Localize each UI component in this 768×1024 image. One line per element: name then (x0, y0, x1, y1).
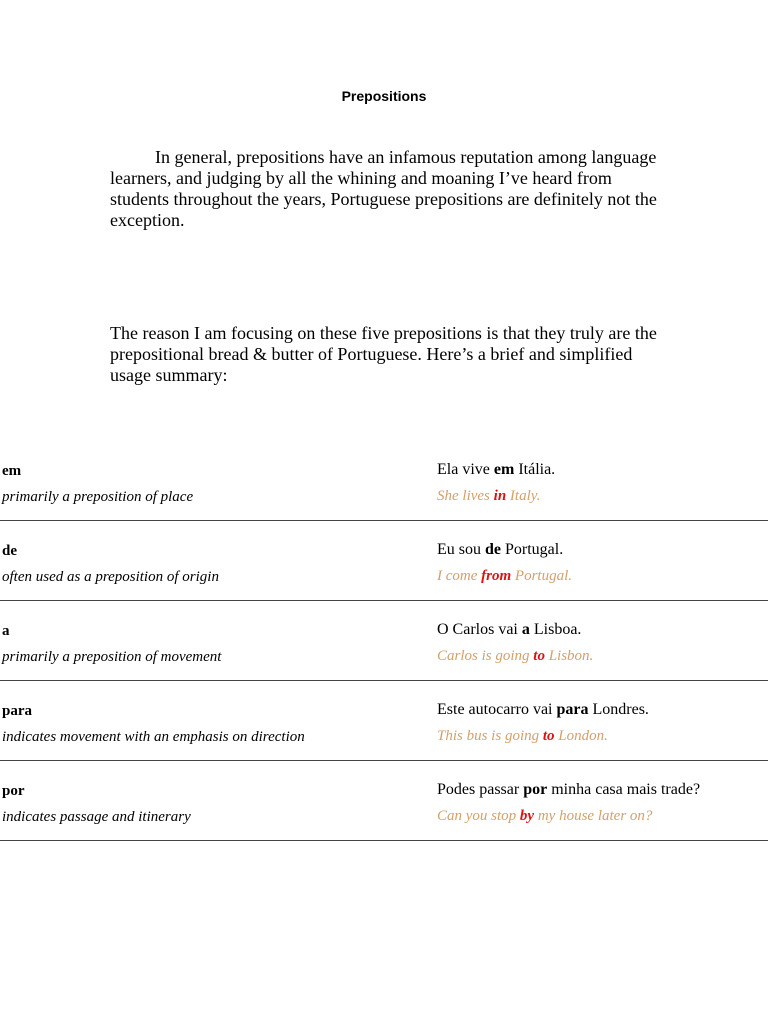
term-description: primarily a preposition of place (2, 489, 194, 505)
example-translation: She lives in Italy. (437, 488, 541, 504)
example-sentence: Eu sou de Portugal. (437, 541, 564, 558)
term: a (2, 623, 10, 639)
example-translation: This bus is going to London. (437, 728, 608, 744)
term-description: indicates movement with an emphasis on direction (2, 729, 305, 745)
term-description: often used as a preposition of origin (2, 569, 219, 585)
page-title: Prepositions (341, 88, 427, 104)
term: por (2, 783, 25, 799)
term-description: primarily a preposition of movement (2, 649, 222, 665)
table-row-em (0, 441, 768, 521)
table-row-de (0, 521, 768, 601)
table-row-a (0, 601, 768, 681)
example-sentence: Este autocarro vai para Londres. (437, 701, 649, 718)
prepositions-table (0, 441, 768, 841)
example-translation: Can you stop by my house later on? (437, 808, 653, 824)
term: para (2, 703, 32, 719)
example-sentence: O Carlos vai a Lisboa. (437, 621, 582, 638)
example-translation: I come from Portugal. (437, 568, 572, 584)
term: de (2, 543, 17, 559)
term: em (2, 463, 22, 479)
table-row-para (0, 681, 768, 761)
intro-paragraph: In general, prepositions have an infamous reputation among language learners, and judging by all the whining and moaning I’ve heard from students throughout the years, Portuguese prepositions are definitely not the exception. (110, 147, 657, 230)
example-sentence: Ela vive em Itália. (437, 461, 556, 478)
table-row-por (0, 761, 768, 841)
summary-paragraph: The reason I am focusing on these five prepositions is that they truly are the prepositional bread & butter of Portuguese. Here’s a brief and simplified usage summary: (110, 323, 657, 385)
term-description: indicates passage and itinerary (2, 809, 191, 825)
example-translation: Carlos is going to Lisbon. (437, 648, 594, 664)
example-sentence: Podes passar por minha casa mais trade? (437, 781, 701, 798)
